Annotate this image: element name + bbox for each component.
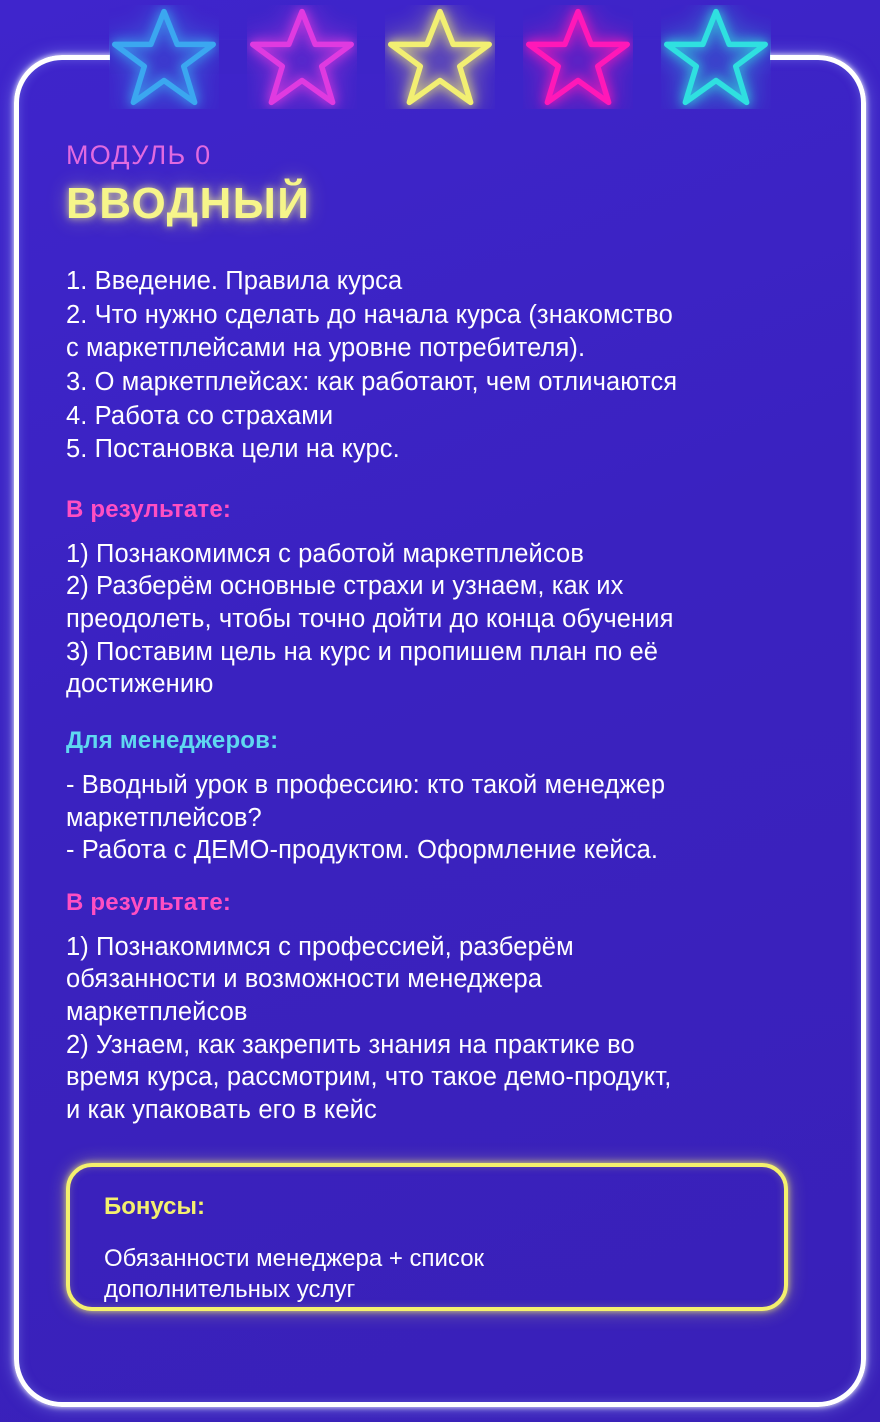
- module-card-content: [66, 140, 796, 1153]
- star-decoration-row: [0, 0, 880, 110]
- bonus-box: [66, 1163, 788, 1311]
- star-pink-icon: [518, 2, 638, 112]
- list-item: 4. Работа со страхами: [66, 401, 334, 430]
- result-heading: В результате:: [66, 495, 232, 523]
- lesson-list: [66, 265, 796, 466]
- module-label: МОДУЛЬ 0: [66, 140, 212, 170]
- list-item: 3) Поставим цель на курс и пропишем план по её: [66, 637, 659, 666]
- list-item: и как упаковать его в кейс: [66, 1095, 377, 1124]
- managers-section: [66, 727, 796, 867]
- bonus-text-line-1: Обязанности менеджера + список: [104, 1245, 485, 1272]
- list-item: 1) Познакомимся с профессией, разберём: [66, 932, 574, 961]
- list-item: 1) Познакомимся с работой маркетплейсов: [66, 539, 584, 568]
- list-item: достижению: [66, 670, 214, 699]
- list-item: маркетплейсов: [66, 998, 248, 1026]
- list-item: 1. Введение. Правила курса: [66, 267, 403, 295]
- result-section-1: [66, 496, 796, 701]
- star-blue-icon: [104, 2, 224, 112]
- managers-heading: Для менеджеров:: [66, 726, 279, 754]
- result-heading: В результате:: [66, 888, 232, 916]
- list-item: 3. О маркетплейсах: как работают, чем отличаются: [66, 367, 678, 396]
- list-item: 2) Разберём основные страхи и узнаем, как их: [66, 572, 624, 601]
- list-item: - Вводный урок в профессию: кто такой менеджер: [66, 770, 666, 799]
- list-item: обязанности и возможности менеджера: [66, 965, 543, 994]
- list-item: преодолеть, чтобы точно дойти до конца обучения: [66, 605, 674, 633]
- list-item: 2. Что нужно сделать до начала курса (знакомство: [66, 300, 673, 329]
- star-cyan-icon: [656, 2, 776, 112]
- list-item: - Работа с ДЕМО-продуктом. Оформление кейса.: [66, 836, 659, 865]
- result-section-2: [66, 889, 796, 1127]
- list-item: 2) Узнаем, как закрепить знания на практике во: [66, 1030, 635, 1059]
- list-item: с маркетплейсами на уровне потребителя).: [66, 334, 586, 363]
- star-magenta-icon: [242, 2, 362, 112]
- bonus-title: Бонусы:: [104, 1193, 205, 1220]
- page-title: ВВОДНЫЙ: [66, 179, 311, 228]
- list-item: 5. Постановка цели на курс.: [66, 435, 400, 464]
- list-item: время курса, рассмотрим, что такое демо-продукт,: [66, 1063, 672, 1092]
- star-yellow-icon: [380, 2, 500, 112]
- bonus-text-line-2: дополнительных услуг: [104, 1276, 356, 1304]
- list-item: маркетплейсов?: [66, 803, 262, 832]
